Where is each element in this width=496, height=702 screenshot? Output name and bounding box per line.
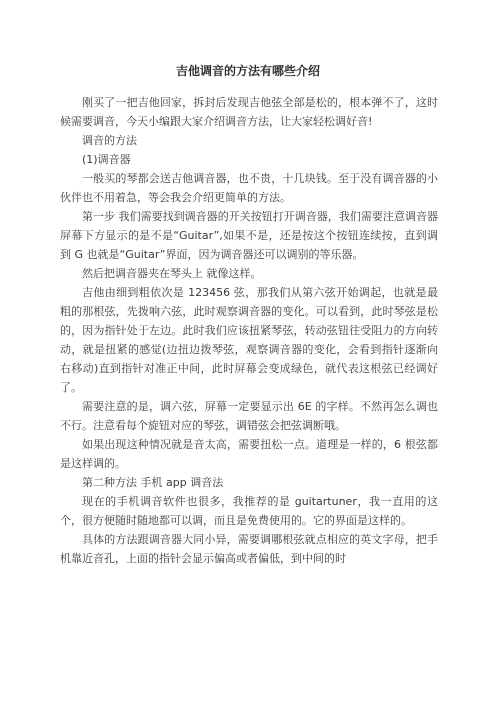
paragraph: 第一步 我们需要找到调音器的开关按钮打开调音器，我们需要注意调音器屏幕下方显示的是不是“Guitar”,如果不是，还是按这个按钮连续按，直到调到 G 也就是“Guitar”界面，因为调音器还可以调别的等乐器。 xyxy=(60,210,438,261)
paragraph: 然后把调音器夹在琴头上 就像这样。 xyxy=(82,267,262,280)
document-body xyxy=(60,93,438,568)
subsection-heading: 第二种方法 手机 app 调音法 xyxy=(82,476,224,489)
paragraph: 吉他由细到粗依次是 123456 弦，那我们从第六弦开始调起，也就是最粗的那根弦，先拨响六弦，此时观察调音器的变化。可以看到，此时琴弦是松的，因为指针处于左边。此时我们应该扭紧琴弦，转动弦钮往受阻力的方向转动，就是扭紧的感觉(边扭边拨琴弦，观察调音器的变化，会看到指针逐渐向右移动)直到指针对准正中间，此时屏幕会变成绿色，就代表这根弦已经调好了。 xyxy=(60,286,438,394)
document-title: 吉他调音的方法有哪些介绍 xyxy=(175,64,320,78)
paragraph: 现在的手机调音软件也很多，我推荐的是 guitartuner，我一直用的这个，很方便随时随地都可以调，而且是免费使用的。它的界面是这样的。 xyxy=(60,495,438,527)
section-heading: 调音的方法 xyxy=(82,134,137,147)
subsection-heading: (1)调音器 xyxy=(82,153,131,166)
paragraph: 如果出现这种情况就是音太高，需要扭松一点。道理是一样的，6 根弦都是这样调的。 xyxy=(60,438,438,470)
paragraph: 一般买的琴都会送吉他调音器，也不贵，十几块钱。至于没有调音器的小伙伴也不用着急，等会我会介绍更简单的方法。 xyxy=(60,172,438,204)
paragraph: 刚买了一把吉他回家，拆封后发现吉他弦全部是松的，根本弹不了，这时候需要调音，今天小编跟大家介绍调音方法，让大家轻松调好音! xyxy=(60,96,438,128)
paragraph: 具体的方法跟调音器大同小异，需要调哪根弦就点相应的英文字母，把手机靠近音孔，上面的指针会显示偏高或者偏低，到中间的时 xyxy=(60,533,438,565)
paragraph: 需要注意的是，调六弦，屏幕一定要显示出 6E 的字样。不然再怎么调也不行。注意看每个旋钮对应的琴弦，调错弦会把弦调断哦。 xyxy=(60,400,438,432)
